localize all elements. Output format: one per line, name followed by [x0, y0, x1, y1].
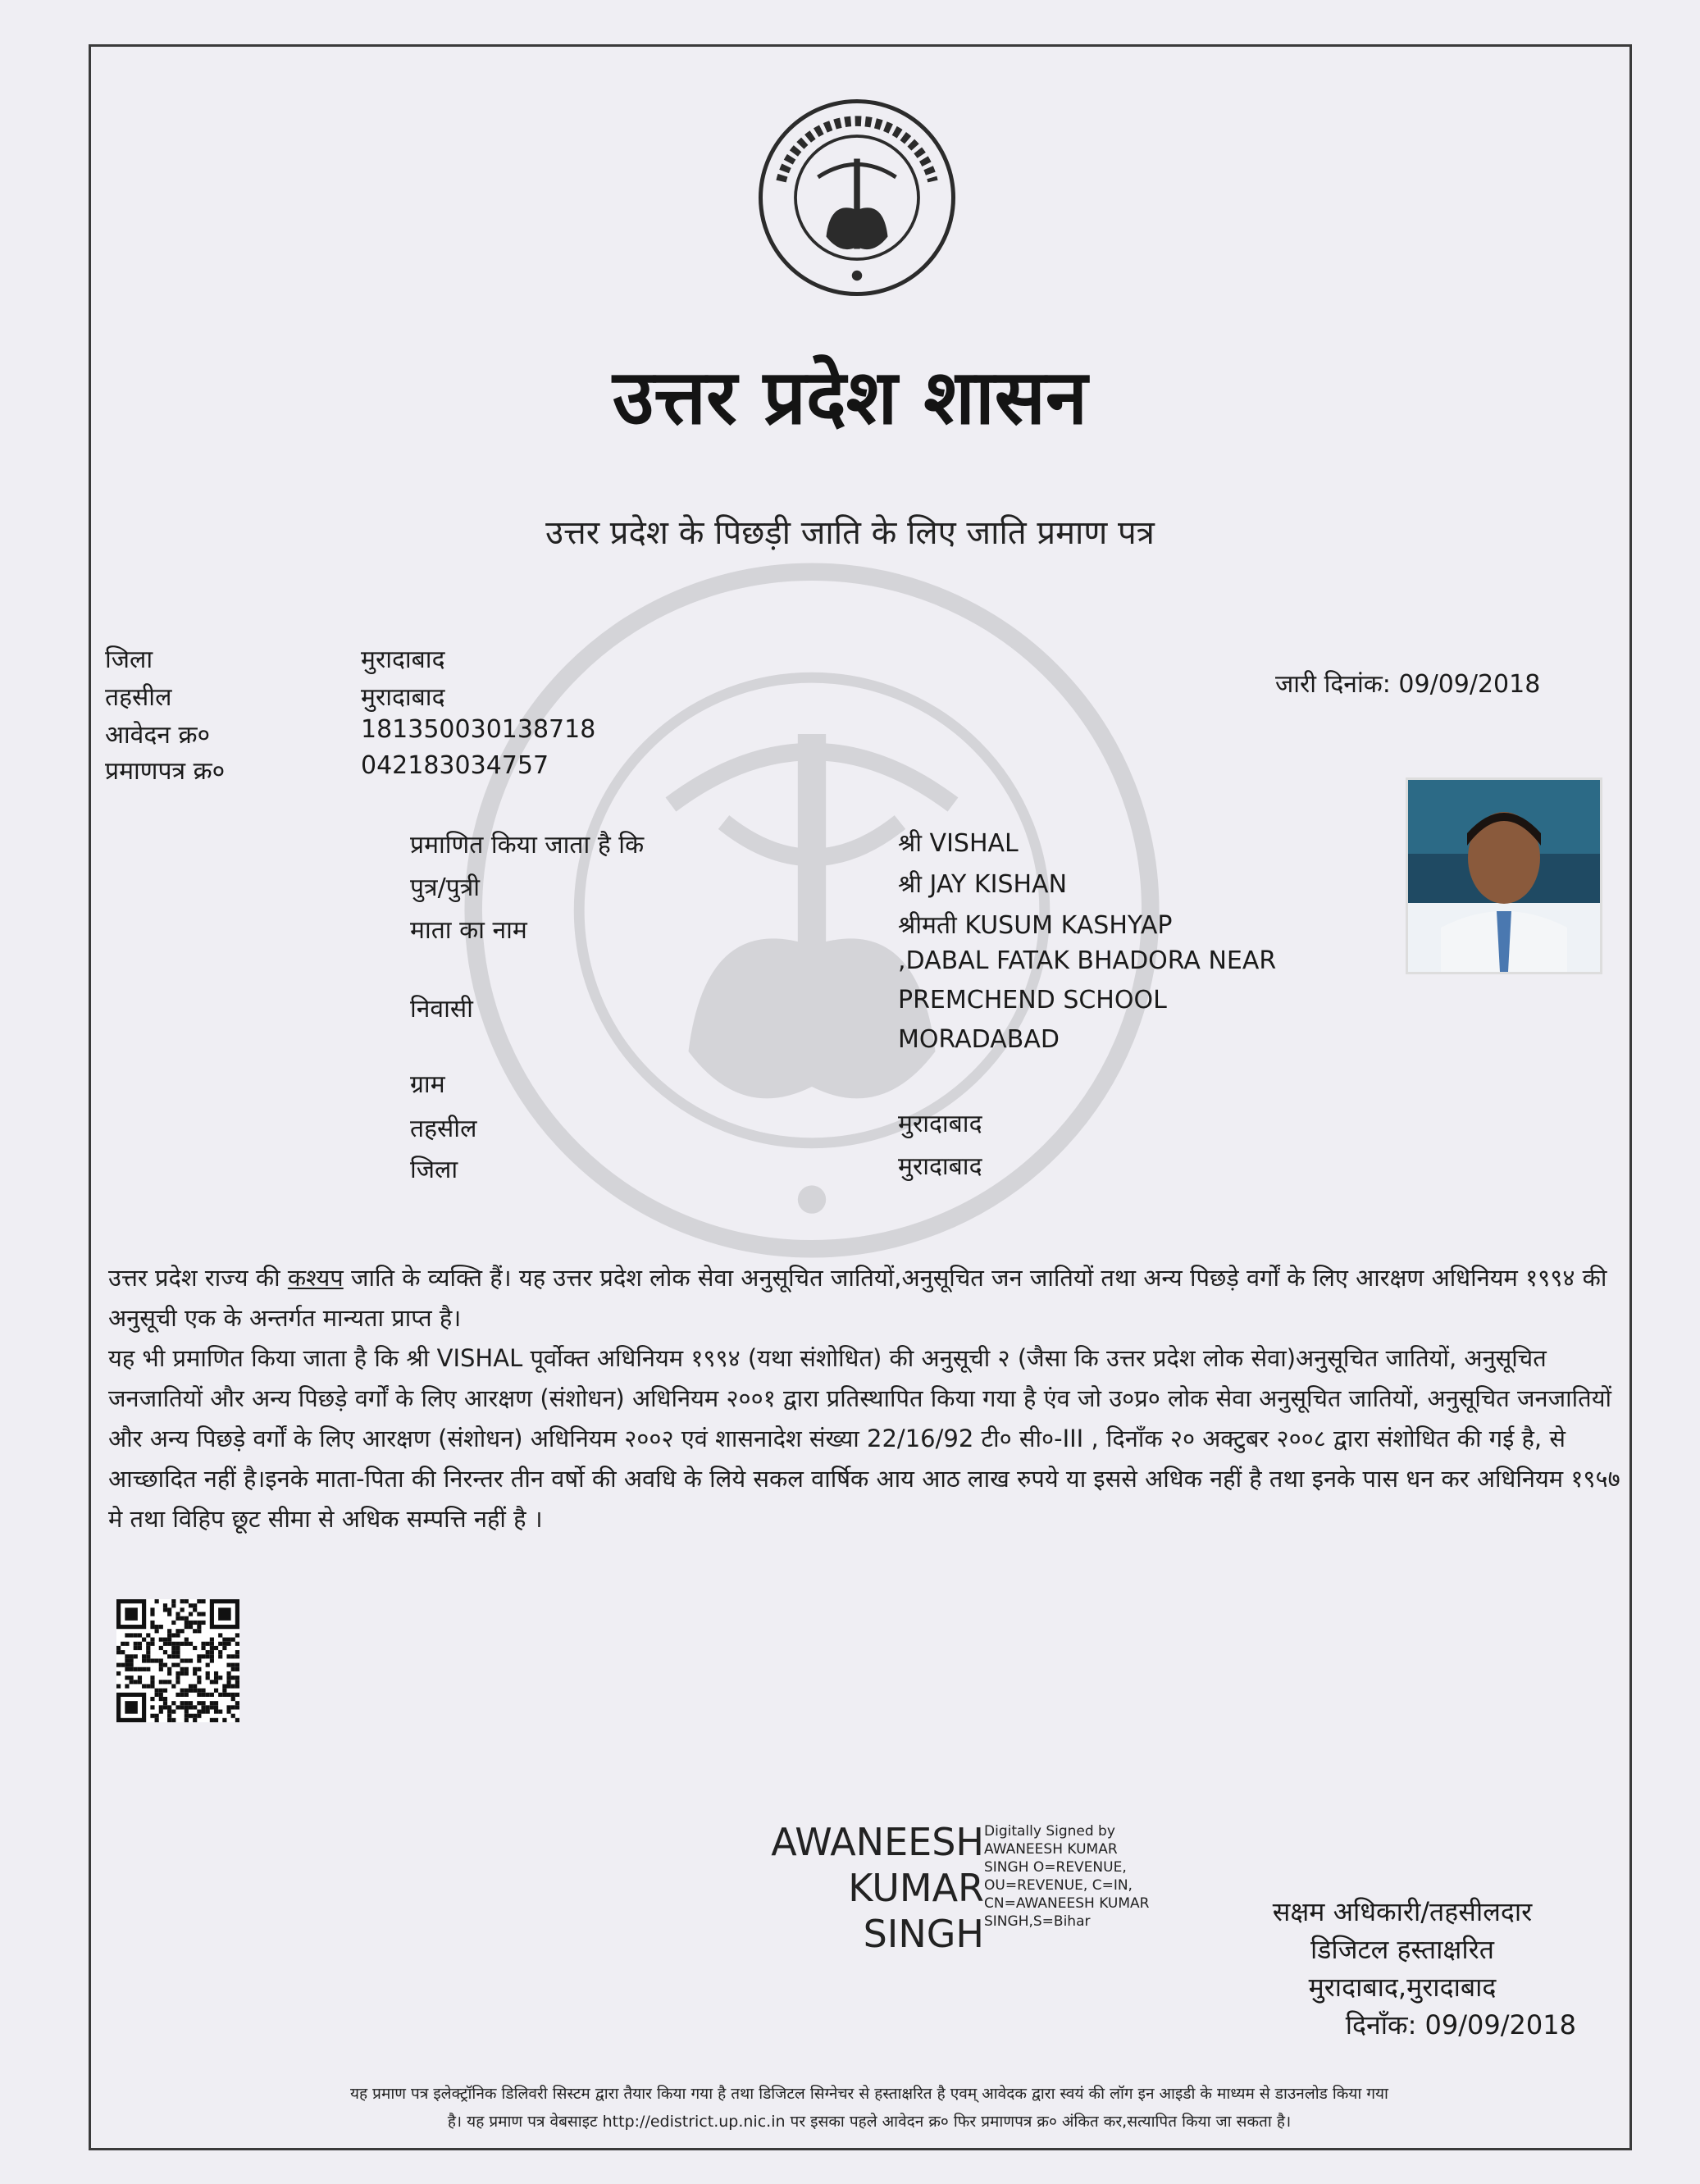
meta-certificate-value: 042183034757	[361, 751, 549, 780]
signer-name-line-2: KUMAR	[848, 1866, 984, 1910]
signature-details	[984, 1822, 1149, 1931]
footer-line-2: है। यह प्रमाण पत्र वेबसाइट http://edistrict.up.nic.in पर इसका पहले आवेदन क्र० फिर प्रमाणपत्र क्र० अंकित कर,सत्यापित किया जा सकता है।	[447, 2113, 1292, 2131]
meta-tehsil-label: तहसील	[105, 683, 172, 712]
signature-detail-2: AWANEESH KUMAR	[984, 1841, 1118, 1858]
body-p1-end: जाति के व्यक्ति हैं। यह उत्तर प्रदेश लोक सेवा अनुसूचित जातियों,अनुसूचित जन जातियों तथा अन्य पिछड़े वर्गों के लिए आरक्षण अधिनियम १९९४ की अनुसूची एक के अन्तर्गत मान्यता प्राप्त है।	[108, 1264, 1607, 1332]
field-tehsil-value: मुरादाबाद	[898, 1110, 982, 1138]
caste-name: कश्यप	[287, 1264, 344, 1292]
main-title: उत्तर प्रदेश शासन	[612, 353, 1088, 441]
signature-detail-6: SINGH,S=Bihar	[984, 1913, 1091, 1930]
qr-code-icon	[116, 1599, 239, 1722]
signature-detail-3: SINGH O=REVENUE,	[984, 1859, 1127, 1876]
officer-location: मुरादाबाद,मुरादाबाद	[1308, 1972, 1497, 2003]
signer-name-line-1: AWANEESH	[771, 1820, 984, 1864]
resident-label: निवासी	[410, 995, 473, 1024]
field-tehsil-label: तहसील	[410, 1115, 477, 1143]
officer-designation: सक्षम अधिकारी/तहसीलदार	[1272, 1896, 1533, 1927]
person-photo-icon	[1408, 780, 1600, 972]
body-paragraph-2: यह भी प्रमाणित किया जाता है कि श्री VISHAL पूर्वोक्त अधिनियम १९९४ (यथा संशोधित) की अनुसूची २ (जैसा कि उत्तर प्रदेश लोक सेवा)अनुसूचित जातियों, अनुसूचित जनजातियों और अन्य पिछड़े वर्गों के लिए आरक्षण (संशोधन) अधिनियम २००१ द्वारा प्रतिस्थापित किया गया है एंव जो उ०प्र० लोक सेवा अनुसूचित जातियों, अनुसूचित जनजातियों और अन्य पिछड़े वर्गों के लिए आरक्षण (संशोधन) अधिनियम २००२ एवं शासनादेश संख्या 22/16/92 टी० सी०-III , दिनाँक २० अक्टुबर २००८ द्वारा संशोधित की गई है, से आच्छादित नहीं है।इनके माता-पिता की निरन्तर तीन वर्षो की अवधि के लिये सकल वार्षिक आय आठ लाख रुपये या इससे अधिक नहीं है तथा इनके पास धन कर अधिनियम १९५७ मे तथा विहिप छूट सीमा से अधिक सम्पत्ति नहीं है ।	[108, 1344, 1620, 1533]
issue-date: जारी दिनांक: 09/09/2018	[1275, 670, 1541, 699]
footer-line-1: यह प्रमाण पत्र इलेक्ट्रॉनिक डिलिवरी सिस्टम द्वारा तैयार किया गया है तथा डिजिटल सिग्नेचर से हस्ताक्षरित है एवम् आवेदक द्वारा स्वयं की लॉग इन आइडी के माध्यम से डाउनलोड किया गया	[350, 2085, 1388, 2103]
meta-certificate-label: प्रमाणपत्र क्र०	[105, 757, 226, 786]
meta-application-label: आवेदन क्र०	[105, 721, 211, 750]
emblem-seal-icon	[754, 95, 959, 300]
applicant-photo	[1406, 777, 1602, 974]
village-label: ग्राम	[410, 1070, 445, 1099]
certificate-subtitle: उत्तर प्रदेश के पिछड़ी जाति के लिए जाति प्रमाण पत्र	[545, 514, 1155, 552]
child-of-label: पुत्र/पुत्री	[410, 873, 481, 902]
certificate-body	[108, 1258, 1634, 1539]
certified-label: प्रमाणित किया जाता है कि	[410, 831, 645, 859]
resident-line-2: PREMCHEND SCHOOL	[898, 986, 1167, 1014]
body-p1-start: उत्तर प्रदेश राज्य की	[108, 1264, 288, 1292]
officer-digital-signed: डिजिटल हस्ताक्षरित	[1310, 1934, 1494, 1965]
signature-detail-1: Digitally Signed by	[984, 1823, 1115, 1840]
meta-district-value: मुरादाबाद	[361, 645, 445, 674]
officer-block	[1214, 1893, 1591, 2044]
signer-name-line-3: SINGH	[863, 1912, 984, 1956]
child-of-value: श्री JAY KISHAN	[898, 870, 1068, 899]
field-district-value: मुरादाबाद	[898, 1152, 982, 1181]
meta-district-label: जिला	[105, 645, 153, 674]
resident-line-1: ,DABAL FATAK BHADORA NEAR	[898, 946, 1277, 975]
field-district-label: जिला	[410, 1156, 458, 1184]
signature-detail-5: CN=AWANEESH KUMAR	[984, 1895, 1150, 1912]
mother-value: श्रीमती KUSUM KASHYAP	[898, 911, 1173, 940]
officer-date: दिनाँक: 09/09/2018	[1345, 2009, 1576, 2040]
resident-line-3: MORADABAD	[898, 1025, 1060, 1054]
meta-tehsil-value: मुरादाबाद	[361, 683, 445, 712]
meta-application-value: 181350030138718	[361, 715, 596, 744]
signature-detail-4: OU=REVENUE, C=IN,	[984, 1877, 1133, 1894]
signer-name	[722, 1819, 984, 1957]
certified-value: श्री VISHAL	[898, 829, 1019, 858]
body-paragraph-1	[108, 1258, 1634, 1338]
mother-label: माता का नाम	[410, 916, 527, 945]
footer-note	[107, 2080, 1632, 2136]
